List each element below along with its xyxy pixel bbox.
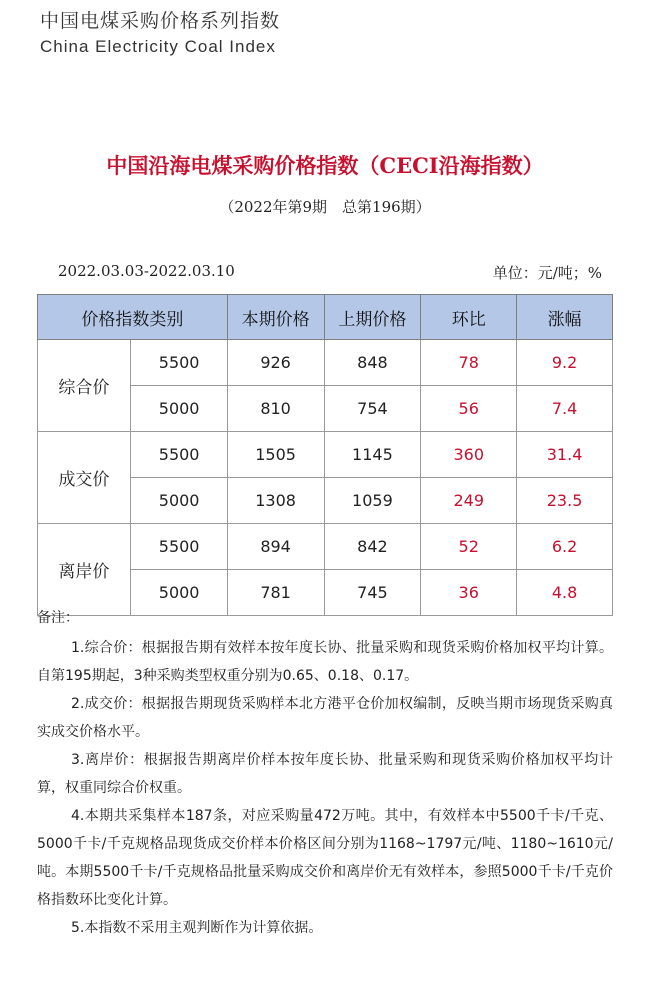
change-cell: 56 — [421, 386, 517, 432]
series-title-cn: 中国电煤采购价格系列指数 — [40, 10, 281, 32]
header-pct-change: 涨幅 — [517, 295, 613, 340]
change-cell: 360 — [421, 432, 517, 478]
spec-cell: 5500 — [130, 524, 227, 570]
pct-cell: 4.8 — [517, 570, 613, 616]
table-row — [38, 432, 613, 478]
table-row — [38, 340, 613, 386]
previous-price-cell: 754 — [324, 386, 421, 432]
header-change: 环比 — [421, 295, 517, 340]
current-price-cell: 1505 — [227, 432, 324, 478]
pct-cell: 23.5 — [517, 478, 613, 524]
change-cell: 78 — [421, 340, 517, 386]
change-cell: 249 — [421, 478, 517, 524]
issue-number: （2022年第9期 总第196期） — [219, 198, 431, 216]
spec-cell: 5500 — [130, 432, 227, 478]
header-current-price: 本期价格 — [227, 295, 324, 340]
current-price-cell: 1308 — [227, 478, 324, 524]
previous-price-cell: 842 — [324, 524, 421, 570]
spec-cell: 5500 — [130, 340, 227, 386]
category-cell: 成交价 — [38, 432, 131, 524]
header-category: 价格指数类别 — [38, 295, 228, 340]
spec-cell: 5000 — [130, 478, 227, 524]
spec-cell: 5000 — [130, 570, 227, 616]
pct-cell: 6.2 — [517, 524, 613, 570]
category-cell: 综合价 — [38, 340, 131, 432]
series-title-en: China Electricity Coal Index — [40, 37, 276, 56]
notes-section — [37, 604, 613, 942]
current-price-cell: 781 — [227, 570, 324, 616]
price-index-table — [37, 294, 613, 616]
previous-price-cell: 1145 — [324, 432, 421, 478]
notes-heading: 备注： — [37, 610, 79, 626]
change-cell: 36 — [421, 570, 517, 616]
current-price-cell: 894 — [227, 524, 324, 570]
current-price-cell: 926 — [227, 340, 324, 386]
pct-cell: 31.4 — [517, 432, 613, 478]
unit-label: 单位：元/吨；% — [492, 264, 602, 282]
table-header-row — [38, 295, 613, 340]
date-range: 2022.03.03-2022.03.10 — [58, 262, 235, 280]
current-price-cell: 810 — [227, 386, 324, 432]
previous-price-cell: 1059 — [324, 478, 421, 524]
previous-price-cell: 848 — [324, 340, 421, 386]
note-item: 5.本指数不采用主观判断作为计算依据。 — [71, 920, 323, 936]
category-cell: 离岸价 — [38, 524, 131, 616]
previous-price-cell: 745 — [324, 570, 421, 616]
change-cell: 52 — [421, 524, 517, 570]
note-item: 1.综合价：根据报告期有效样本按年度长协、批量采购和现货采购价格加权平均计算。自第195期起，3种采购类型权重分别为0.65、0.18、0.17。 — [37, 640, 613, 684]
report-title: 中国沿海电煤采购价格指数（CECI沿海指数） — [106, 153, 544, 178]
table-row — [38, 524, 613, 570]
pct-cell: 7.4 — [517, 386, 613, 432]
note-item: 3.离岸价：根据报告期离岸价样本按年度长协、批量采购和现货采购价格加权平均计算，权重同综合价权重。 — [37, 752, 613, 796]
note-item: 4.本期共采集样本187条，对应采购量472万吨。其中，有效样本中5500千卡/千克、5000千卡/千克规格品现货成交价样本价格区间分别为1168~1797元/吨、1180~1610元/吨。本期5500千卡/千克规格品批量采购成交价和离岸价无有效样本，参照5000千卡/千克价格指数环比变化计算。 — [37, 808, 613, 908]
note-item: 2.成交价：根据报告期现货采购样本北方港平仓价加权编制，反映当期市场现货采购真实成交价格水平。 — [37, 696, 613, 740]
spec-cell: 5000 — [130, 386, 227, 432]
header-previous-price: 上期价格 — [324, 295, 421, 340]
pct-cell: 9.2 — [517, 340, 613, 386]
